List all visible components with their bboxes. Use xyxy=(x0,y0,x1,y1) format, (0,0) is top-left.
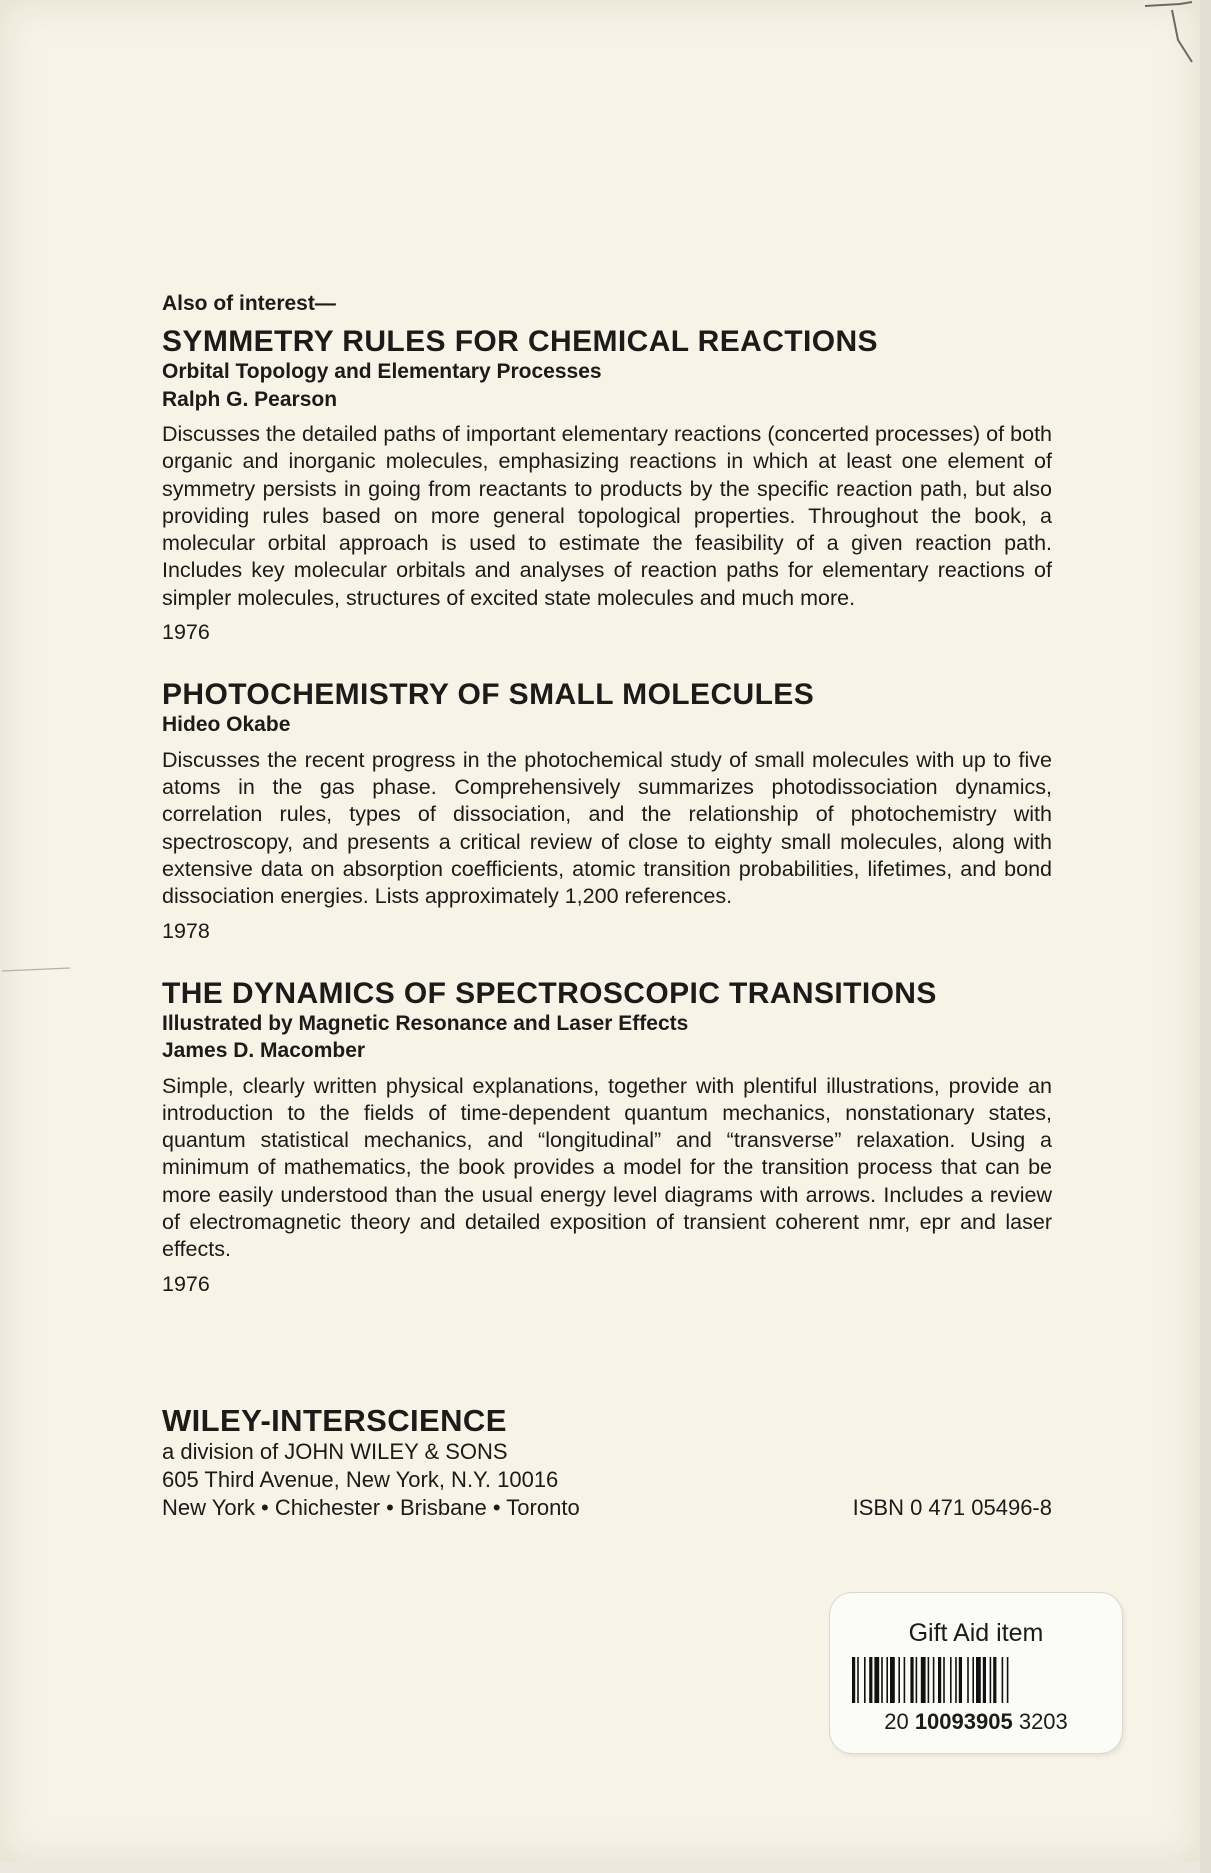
book-author: Ralph G. Pearson xyxy=(162,387,338,411)
barcode-bar xyxy=(852,1657,855,1703)
barcode-bar xyxy=(921,1657,926,1703)
barcode-bar xyxy=(916,1657,918,1703)
barcode-prefix: 20 xyxy=(884,1709,909,1734)
book-entry-symmetry xyxy=(162,326,1052,645)
barcode-bar xyxy=(869,1657,872,1703)
barcode-bar xyxy=(938,1657,941,1703)
publisher-address: 605 Third Avenue, New York, N.Y. 10016 xyxy=(162,1467,559,1493)
barcode-suffix: 3203 xyxy=(1018,1709,1068,1734)
barcode-bar xyxy=(950,1657,952,1703)
publisher-places: New York • Chichester • Brisbane • Toronto xyxy=(162,1495,580,1521)
barcode-bar xyxy=(976,1657,981,1703)
barcode-bar xyxy=(886,1657,888,1703)
book-description: Discusses the detailed paths of important elementary reactions (concerted processes) of both organic and inorganic molecules, emphasizing reactions in which at least one element of symmetry persists in going from reactants to products by the specific reaction path, but also providing rules based on more general topological properties. Throughout the book, a molecular orbital approach is used to estimate the feasibility of a given reaction path. Includes key molecular orbitals and analyses of reaction paths for elementary reactions of simpler molecules, structures of excited state molecules and much more. xyxy=(162,421,1052,610)
sticker-title: Gift Aid item xyxy=(908,1619,1044,1647)
barcode-main: 10093905 xyxy=(914,1709,1013,1734)
barcode-bar xyxy=(993,1657,996,1703)
barcode-bar xyxy=(972,1657,974,1703)
barcode-bar xyxy=(898,1657,900,1703)
barcode-bar xyxy=(928,1657,930,1703)
barcode-bar xyxy=(1002,1657,1004,1703)
book-description: Discusses the recent progress in the photochemical study of small molecules with up to five atoms in the gas phase. Comprehensively summarizes photodissociation dynamics, correlation rules, types of dissociation, and the relationship of photochemistry with spectroscopy, and presents a critical review of close to eighty small molecules, along with extensive data on absorption coefficients, atomic transition probabilities, lifetimes, and bond dissociation energies. Lists approximately 1,200 references. xyxy=(162,747,1052,909)
barcode-bar xyxy=(967,1657,969,1703)
content-area xyxy=(162,292,1052,1331)
barcode-bar xyxy=(857,1657,859,1703)
publisher-block xyxy=(162,1404,1052,1522)
barcode-bar xyxy=(983,1657,986,1703)
book-entry-dynamics xyxy=(162,978,1052,1297)
book-subtitle: Illustrated by Magnetic Resonance and Laser Effects xyxy=(162,1011,689,1035)
book-title: THE DYNAMICS OF SPECTROSCOPIC TRANSITIONS xyxy=(162,976,937,1010)
book-entry-photochemistry xyxy=(162,679,1052,943)
barcode-bar xyxy=(890,1657,895,1703)
barcode-bar xyxy=(904,1657,906,1703)
barcode-bar xyxy=(933,1657,935,1703)
barcode-bar xyxy=(990,1657,992,1703)
page-edge xyxy=(1200,0,1211,1873)
book-title: SYMMETRY RULES FOR CHEMICAL REACTIONS xyxy=(162,325,878,358)
barcode-bar xyxy=(943,1657,945,1703)
gift-aid-sticker xyxy=(830,1593,1122,1753)
book-title: PHOTOCHEMISTRY OF SMALL MOLECULES xyxy=(162,678,815,712)
isbn-number: ISBN 0 471 05496-8 xyxy=(852,1495,1052,1521)
corner-scuff-mark xyxy=(1140,0,1200,70)
book-description: Simple, clearly written physical explanations, together with plentiful illustrations, provide an introduction to the fields of time-dependent quantum mechanics, nonstationary states, quantum statistical mechanics, and “longitudinal” and “transverse” relaxation. Using a minimum of mathematics, the book provides a model for the transition process that can be more easily understood than the usual energy level diagrams with arrows. Includes a review of electromagnetic theory and detailed exposition of transient coherent nmr, epr and laser effects. xyxy=(162,1073,1052,1262)
edge-scratch xyxy=(0,965,80,975)
publisher-name: WILEY-INTERSCIENCE xyxy=(162,1403,507,1438)
book-year: 1976 xyxy=(162,1271,210,1296)
barcode-bar xyxy=(874,1657,879,1703)
barcode-bar xyxy=(910,1657,913,1703)
barcode-bar xyxy=(959,1657,962,1703)
barcode-number xyxy=(830,1709,1122,1735)
barcode-bar xyxy=(1007,1657,1009,1703)
barcode-graphic xyxy=(852,1657,1102,1703)
book-year: 1976 xyxy=(162,620,210,645)
publisher-division: a division of JOHN WILEY & SONS xyxy=(162,1439,508,1465)
book-author: James D. Macomber xyxy=(162,1039,366,1063)
barcode-bar xyxy=(955,1657,957,1703)
barcode-bar xyxy=(864,1657,866,1703)
book-author: Hideo Okabe xyxy=(162,713,291,737)
places-isbn-row xyxy=(162,1494,1052,1522)
book-subtitle: Orbital Topology and Elementary Processes xyxy=(162,360,602,384)
barcode-bar xyxy=(881,1657,883,1703)
also-of-interest-heading: Also of interest— xyxy=(162,292,336,315)
book-year: 1978 xyxy=(162,918,210,943)
